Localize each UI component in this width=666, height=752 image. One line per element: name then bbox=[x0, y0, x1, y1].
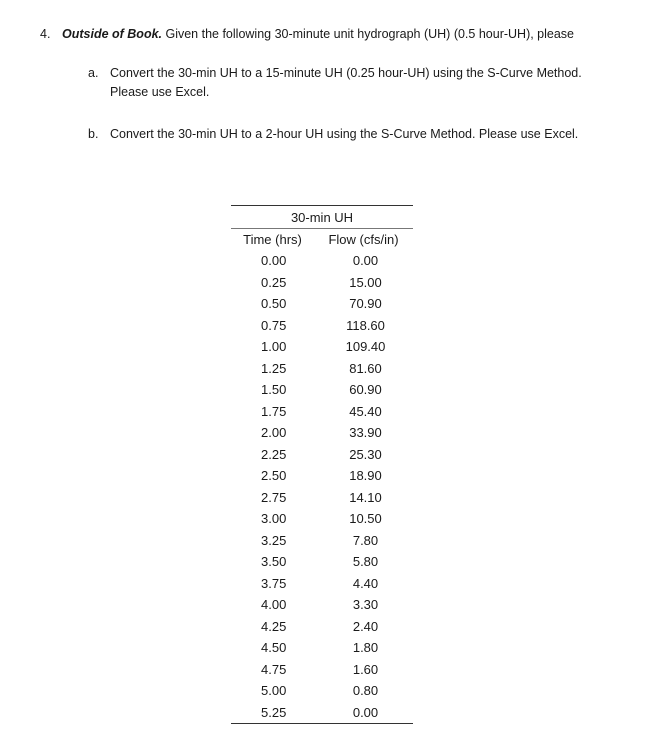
flow-cell: 3.30 bbox=[352, 597, 379, 613]
time-cell: 3.25 bbox=[261, 532, 287, 548]
time-cell: 5.00 bbox=[261, 683, 287, 699]
table-row bbox=[231, 702, 413, 724]
table-row bbox=[231, 637, 413, 659]
time-cell: 0.75 bbox=[261, 317, 287, 333]
time-cell: 4.75 bbox=[261, 661, 287, 677]
flow-cell: 14.10 bbox=[349, 489, 382, 505]
table-row bbox=[231, 379, 413, 401]
table-row bbox=[231, 573, 413, 595]
question-heading: Outside of Book. bbox=[62, 27, 162, 41]
part-a-letter: a. bbox=[88, 66, 99, 80]
flow-cell: 118.60 bbox=[346, 317, 385, 333]
time-cell: 3.50 bbox=[261, 554, 287, 570]
table-row bbox=[231, 444, 413, 466]
flow-cell: 1.60 bbox=[352, 661, 379, 677]
table-row bbox=[231, 594, 413, 616]
table-row bbox=[231, 659, 413, 681]
time-cell: 4.25 bbox=[261, 618, 287, 634]
table-row bbox=[231, 530, 413, 552]
table-row bbox=[231, 358, 413, 380]
time-cell: 1.00 bbox=[261, 339, 287, 355]
flow-cell: 81.60 bbox=[349, 360, 382, 376]
flow-cell: 15.00 bbox=[349, 274, 382, 290]
flow-cell: 25.30 bbox=[349, 446, 382, 462]
flow-cell: 7.80 bbox=[352, 532, 379, 548]
table-row bbox=[231, 616, 413, 638]
flow-cell: 0.00 bbox=[314, 702, 413, 724]
flow-cell: 33.90 bbox=[349, 425, 382, 441]
time-cell: 0.50 bbox=[261, 296, 287, 312]
flow-cell: 60.90 bbox=[349, 382, 382, 398]
part-b-line1: Convert the 30-min UH to a 2-hour UH using the S-Curve Method. Please use Excel. bbox=[110, 127, 579, 141]
question-intro: Given the following 30-minute unit hydrograph (UH) (0.5 hour-UH), please bbox=[165, 27, 575, 41]
table-row bbox=[231, 401, 413, 423]
table-row bbox=[231, 680, 413, 702]
time-cell: 0.00 bbox=[261, 253, 287, 269]
flow-cell: 1.80 bbox=[352, 640, 379, 656]
table-row bbox=[231, 336, 413, 358]
question-number: 4. bbox=[40, 27, 51, 41]
time-cell: 3.00 bbox=[261, 511, 287, 527]
part-b-text bbox=[110, 125, 578, 144]
time-cell: 5.25 bbox=[231, 702, 314, 724]
flow-cell: 0.00 bbox=[352, 253, 379, 269]
flow-cell: 70.90 bbox=[349, 296, 382, 312]
table-row bbox=[231, 465, 413, 487]
part-a-line2: Please use Excel. bbox=[110, 85, 210, 99]
table-header-row bbox=[231, 229, 413, 251]
time-cell: 2.25 bbox=[261, 446, 287, 462]
time-cell: 2.00 bbox=[261, 425, 287, 441]
time-cell: 3.75 bbox=[261, 575, 287, 591]
table-row bbox=[231, 508, 413, 530]
flow-cell: 109.40 bbox=[345, 339, 386, 355]
time-cell: 4.50 bbox=[261, 640, 287, 656]
table-row bbox=[231, 272, 413, 294]
time-cell: 1.50 bbox=[261, 382, 287, 398]
time-cell: 1.25 bbox=[261, 360, 287, 376]
table-caption-row bbox=[231, 206, 413, 229]
table-row bbox=[231, 293, 413, 315]
time-cell: 0.25 bbox=[261, 274, 287, 290]
time-cell: 2.50 bbox=[261, 468, 287, 484]
time-cell: 1.75 bbox=[261, 403, 287, 419]
table-body bbox=[231, 250, 413, 724]
part-a bbox=[88, 64, 582, 102]
table-row bbox=[231, 315, 413, 337]
flow-cell: 45.40 bbox=[349, 403, 382, 419]
flow-cell: 0.80 bbox=[352, 683, 379, 699]
time-cell: 4.00 bbox=[261, 597, 287, 613]
flow-cell: 2.40 bbox=[352, 618, 379, 634]
table-row bbox=[231, 551, 413, 573]
flow-cell: 18.90 bbox=[349, 468, 382, 484]
flow-cell: 5.80 bbox=[352, 554, 379, 570]
part-a-text bbox=[110, 64, 582, 102]
table-row bbox=[231, 422, 413, 444]
column-header-time: Time (hrs) bbox=[243, 232, 302, 247]
flow-cell: 4.40 bbox=[352, 575, 379, 591]
question-line bbox=[40, 26, 574, 42]
table-row bbox=[231, 487, 413, 509]
column-header-flow: Flow (cfs/in) bbox=[328, 232, 399, 247]
flow-cell: 10.50 bbox=[349, 511, 382, 527]
part-b bbox=[88, 125, 578, 144]
part-a-line1: Convert the 30-min UH to a 15-minute UH (0.25 hour-UH) using the S-Curve Method. bbox=[110, 66, 582, 80]
unit-hydrograph-table bbox=[231, 205, 413, 724]
time-cell: 2.75 bbox=[261, 489, 287, 505]
part-b-letter: b. bbox=[88, 127, 99, 141]
table-row bbox=[231, 250, 413, 272]
table-caption: 30-min UH bbox=[231, 206, 413, 229]
